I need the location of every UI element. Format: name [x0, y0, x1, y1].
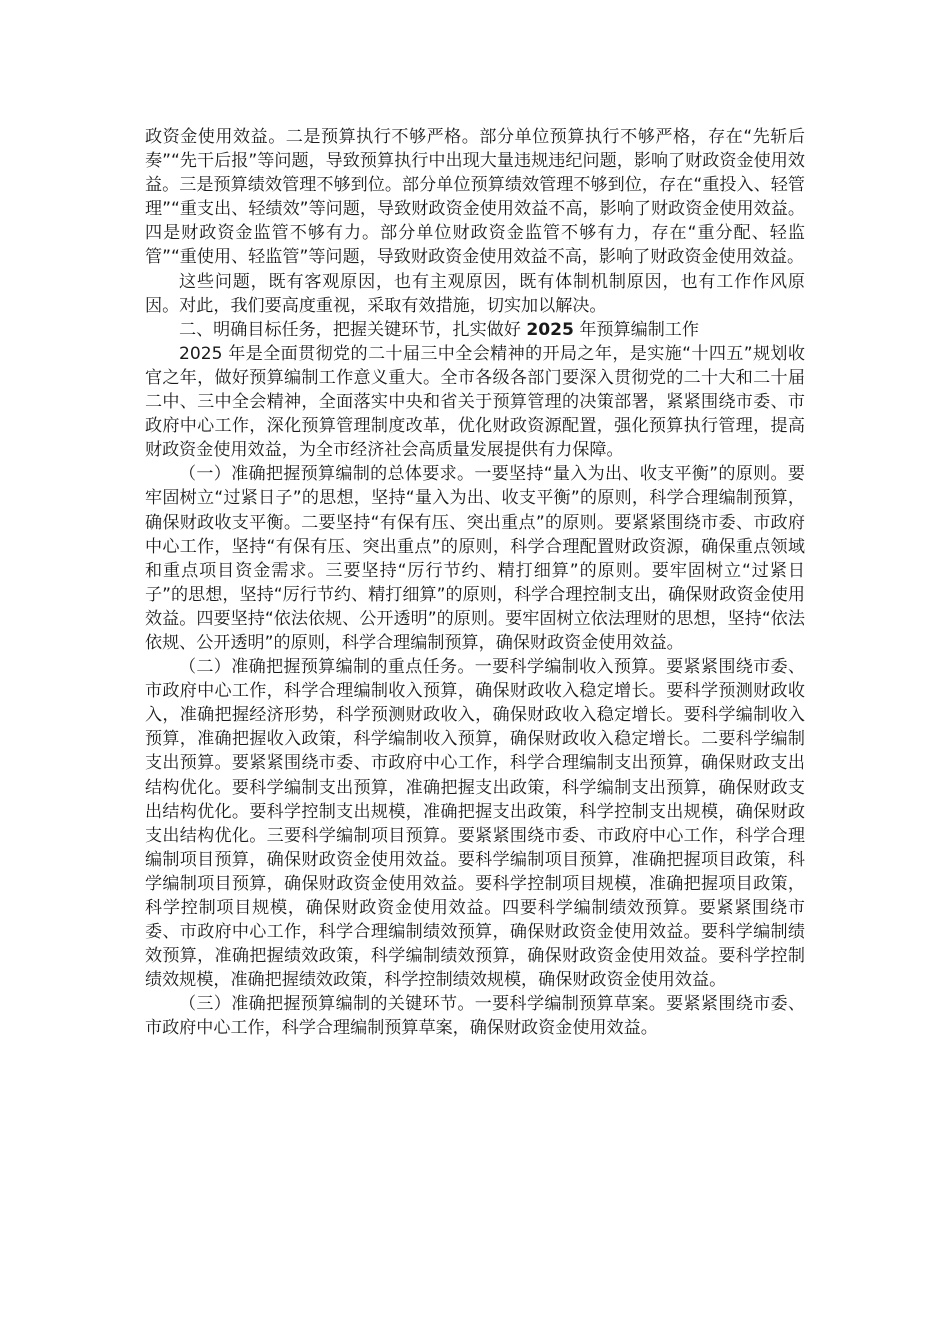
paragraph-fiscal-problems: 政资金使用效益。二是预算执行不够严格。部分单位预算执行不够严格，存在“先斩后奏”“先干后报”等问题，导致预算执行中出现大量违规违纪问题，影响了财政资金使用效益。三是预算绩效管理不够到位。部分单位预算绩效管理不够到位，存在“重投入、轻管理”“重支出、轻绩效”等问题，导致财政资金使用效益不高，影响了财政资金使用效益。四是财政资金监管不够有力。部分单位财政资金监管不够有力，存在“重分配、轻监管”“重使用、轻监管”等问题，导致财政资金使用效益不高，影响了财政资金使用效益。	[145, 127, 805, 268]
document-body	[145, 125, 805, 1041]
heading-text-end: 年预算编制工作	[573, 319, 699, 340]
paragraph-key-links: （三）准确把握预算编制的关键环节。一要科学编制预算草案。要紧紧围绕市委、市政府中心工作，科学合理编制预算草案，确保财政资金使用效益。	[145, 994, 805, 1039]
paragraph-problem-causes: 这些问题，既有客观原因，也有主观原因，既有体制机制原因，也有工作作风原因。对此，我们要高度重视，采取有效措施，切实加以解决。	[145, 271, 805, 316]
heading-year: 2025	[526, 319, 574, 340]
section-heading-2025-budget	[145, 318, 805, 342]
paragraph-2025-overview: 2025 年是全面贯彻党的二十届三中全会精神的开局之年，是实施“十四五”规划收官之年，做好预算编制工作意义重大。全市各级各部门要深入贯彻党的二十大和二十届二中、三中全会精神，全面落实中央和省关于预算管理的决策部署，紧紧围绕市委、市政府中心工作，深化预算管理制度改革，优化财政资源配置，强化预算执行管理，提高财政资金使用效益，为全市经济社会高质量发展提供有力保障。	[145, 343, 805, 461]
heading-text-start: 二、明确目标任务，把握关键环节，扎实做好	[179, 319, 527, 340]
paragraph-general-requirements: （一）准确把握预算编制的总体要求。一要坚持“量入为出、收支平衡”的原则。要牢固树立“过紧日子”的思想，坚持“量入为出、收支平衡”的原则，科学合理编制预算，确保财政收支平衡。二要坚持“有保有压、突出重点”的原则。要紧紧围绕市委、市政府中心工作，坚持“有保有压、突出重点”的原则，科学合理配置财政资源，确保重点领域和重点项目资金需求。三要坚持“厉行节约、精打细算”的原则。要牢固树立“过紧日子”的思想，坚持“厉行节约、精打细算”的原则，科学合理控制支出，确保财政资金使用效益。四要坚持“依法依规、公开透明”的原则。要牢固树立依法理财的思想，坚持“依法依规、公开透明”的原则，科学合理编制预算，确保财政资金使用效益。	[145, 464, 805, 653]
paragraph-key-tasks: （二）准确把握预算编制的重点任务。一要科学编制收入预算。要紧紧围绕市委、市政府中心工作，科学合理编制收入预算，确保财政收入稳定增长。要科学预测财政收入，准确把握经济形势，科学预测财政收入，确保财政收入稳定增长。要科学编制收入预算，准确把握收入政策，科学编制收入预算，确保财政收入稳定增长。二要科学编制支出预算。要紧紧围绕市委、市政府中心工作，科学合理编制支出预算，确保财政支出结构优化。要科学编制支出预算，准确把握支出政策，科学编制支出预算，确保财政支出结构优化。要科学控制支出规模，准确把握支出政策，科学控制支出规模，确保财政支出结构优化。三要科学编制项目预算。要紧紧围绕市委、市政府中心工作，科学合理编制项目预算，确保财政资金使用效益。要科学编制项目预算，准确把握项目政策，科学编制项目预算，确保财政资金使用效益。要科学控制项目规模，准确把握项目政策，科学控制项目规模，确保财政资金使用效益。四要科学编制绩效预算。要紧紧围绕市委、市政府中心工作，科学合理编制绩效预算，确保财政资金使用效益。要科学编制绩效预算，准确把握绩效政策，科学编制绩效预算，确保财政资金使用效益。要科学控制绩效规模，准确把握绩效政策，科学控制绩效规模，确保财政资金使用效益。	[145, 657, 805, 991]
